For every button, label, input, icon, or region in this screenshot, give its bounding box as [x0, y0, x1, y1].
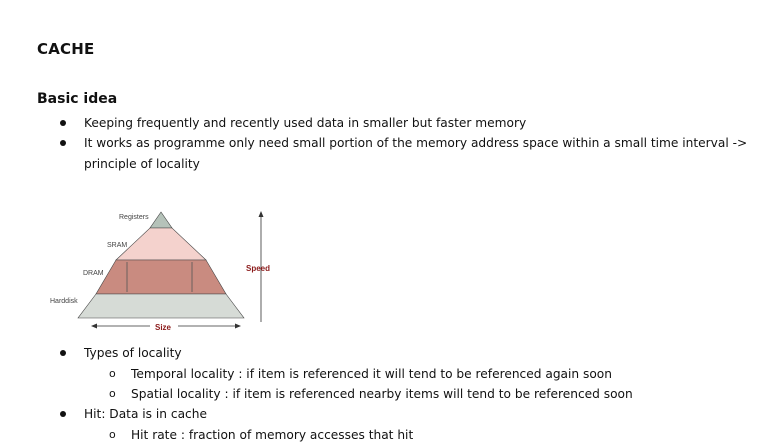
bullet-dot: [60, 350, 66, 356]
pyramid-level-harddisk: [78, 294, 244, 318]
bullet-text: Types of locality: [84, 346, 182, 360]
bullet-dot: [60, 411, 66, 417]
size-axis-label: Size: [155, 323, 172, 332]
level-label-dram: DRAM: [83, 270, 104, 277]
page-title: CACHE: [37, 40, 95, 58]
size-axis-left-arrow-icon: [91, 324, 97, 329]
bullet-text: Keeping frequently and recently used data in smaller but faster memory: [84, 116, 527, 130]
pyramid-level-sram: [116, 228, 206, 260]
level-label-sram: SRAM: [107, 242, 128, 249]
sub-bullet-text: Hit rate : fraction of memory accesses that hit: [131, 428, 414, 442]
sub-bullet-text: Temporal locality : if item is referenced it will tend to be referenced again soon: [131, 367, 612, 381]
sub-bullet-circle-icon: o: [109, 387, 116, 400]
level-label-harddisk: Harddisk: [50, 298, 78, 305]
bullet-text-continued: principle of locality: [84, 157, 200, 171]
size-axis-right-arrow-icon: [235, 324, 241, 329]
speed-axis-label: Speed: [246, 264, 271, 273]
speed-axis-arrow-icon: [259, 211, 264, 217]
sub-bullet-circle-icon: o: [109, 428, 116, 441]
bullet-text: Hit: Data is in cache: [84, 407, 207, 421]
pyramid-level-registers: [150, 212, 172, 228]
section-title: Basic idea: [37, 91, 118, 107]
level-label-registers: Registers: [119, 214, 149, 221]
sub-bullet-text: Spatial locality : if item is referenced nearby items will tend to be referenced soon: [131, 387, 633, 401]
pyramid-level-dram: [96, 260, 226, 294]
sub-bullet-circle-icon: o: [109, 367, 116, 380]
bullet-text: It works as programme only need small portion of the memory address space within a small time interval ->: [84, 136, 748, 150]
